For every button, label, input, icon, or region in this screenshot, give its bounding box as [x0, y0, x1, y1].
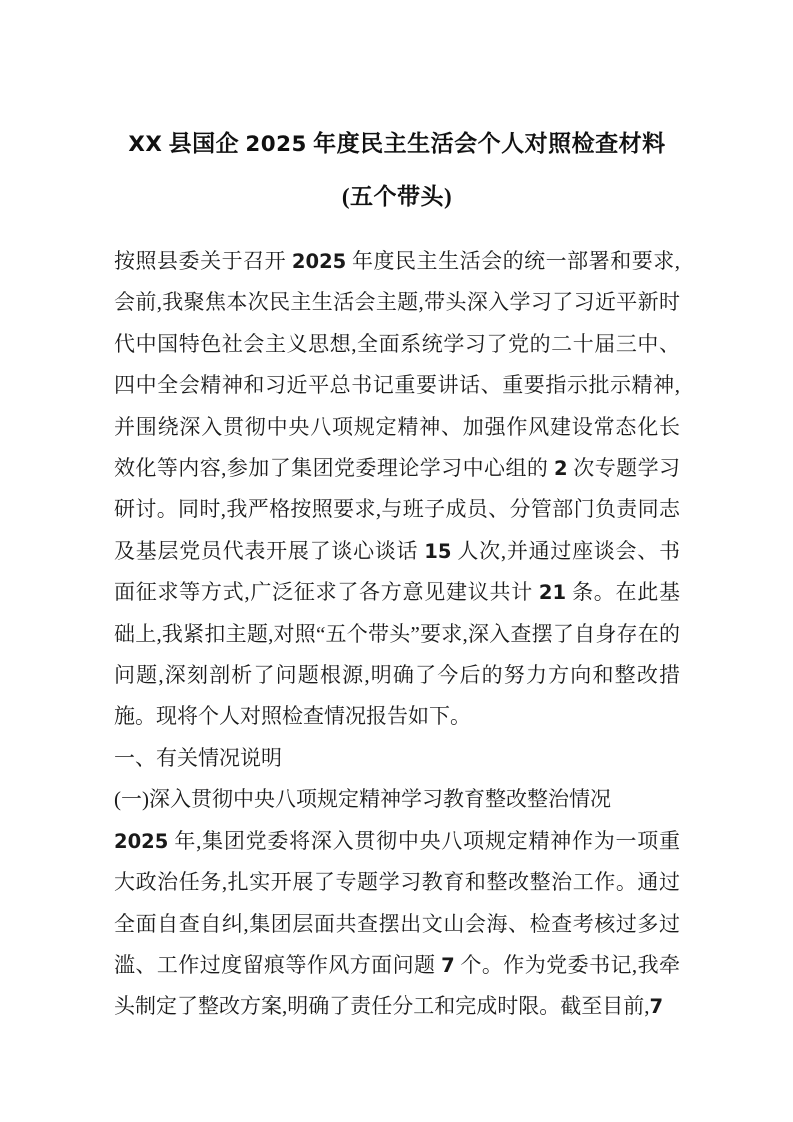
latin-run: 2025 — [114, 829, 169, 853]
latin-run: 7 — [441, 953, 455, 977]
latin-run: 2025 — [245, 132, 307, 157]
latin-run: 2 — [554, 457, 568, 481]
paragraph-intro: 按照县委关于召开 2025 年度民主生活会的统一部署和要求,会前,我聚焦本次民主生活会主题,带头深入学习了习近平新时代中国特色社会主义思想,全面系统学习了党的二十届三中、四中全会精神和习近平总书记重要讲话、重要指示批示精神,并围绕深入贯彻中央八项规定精神、加强作风建设常态化长效化等内容,参加了集团党委理论学习中心组的 2 次专题学习研讨。同时,我严格按照要求,与班子成员、分管部门负责同志及基层党员代表开展了谈心谈话 15 人次,并通过座谈会、书面征求等方式,广泛征求了各方意见建议共计 21 条。在此基础上,我紧扣主题,对照“五个带头”要求,深入查摆了自身存在的问题,深刻剖析了问题根源,明确了今后的努力方向和整改措施。现将个人对照检查情况报告如下。 — [114, 249, 681, 729]
latin-run: 21 — [538, 581, 567, 605]
document-title: XX 县国企 2025 年度民主生活会个人对照检查材料(五个带头) — [128, 131, 666, 209]
latin-run: 15 — [424, 539, 452, 563]
subsection-heading-1-1: (一)深入贯彻中央八项规定精神学习教育整改整治情况 — [114, 787, 611, 812]
latin-run: 7 — [649, 995, 664, 1019]
latin-run: 2025 — [291, 250, 347, 273]
latin-run: XX — [128, 132, 163, 157]
section-heading-1: 一、有关情况说明 — [114, 745, 282, 770]
paragraph-section-body: 2025 年,集团党委将深入贯彻中央八项规定精神作为一项重大政治任务,扎实开展了专题学习教育和整改整治工作。通过全面自查自纠,集团层面共查摆出文山会海、检查考核过多过滥、工作过度留痕等作风方面问题 7 个。作为党委书记,我牵头制定了整改方案,明确了责任分工和完成时限。截至目前,7 — [114, 828, 680, 1019]
